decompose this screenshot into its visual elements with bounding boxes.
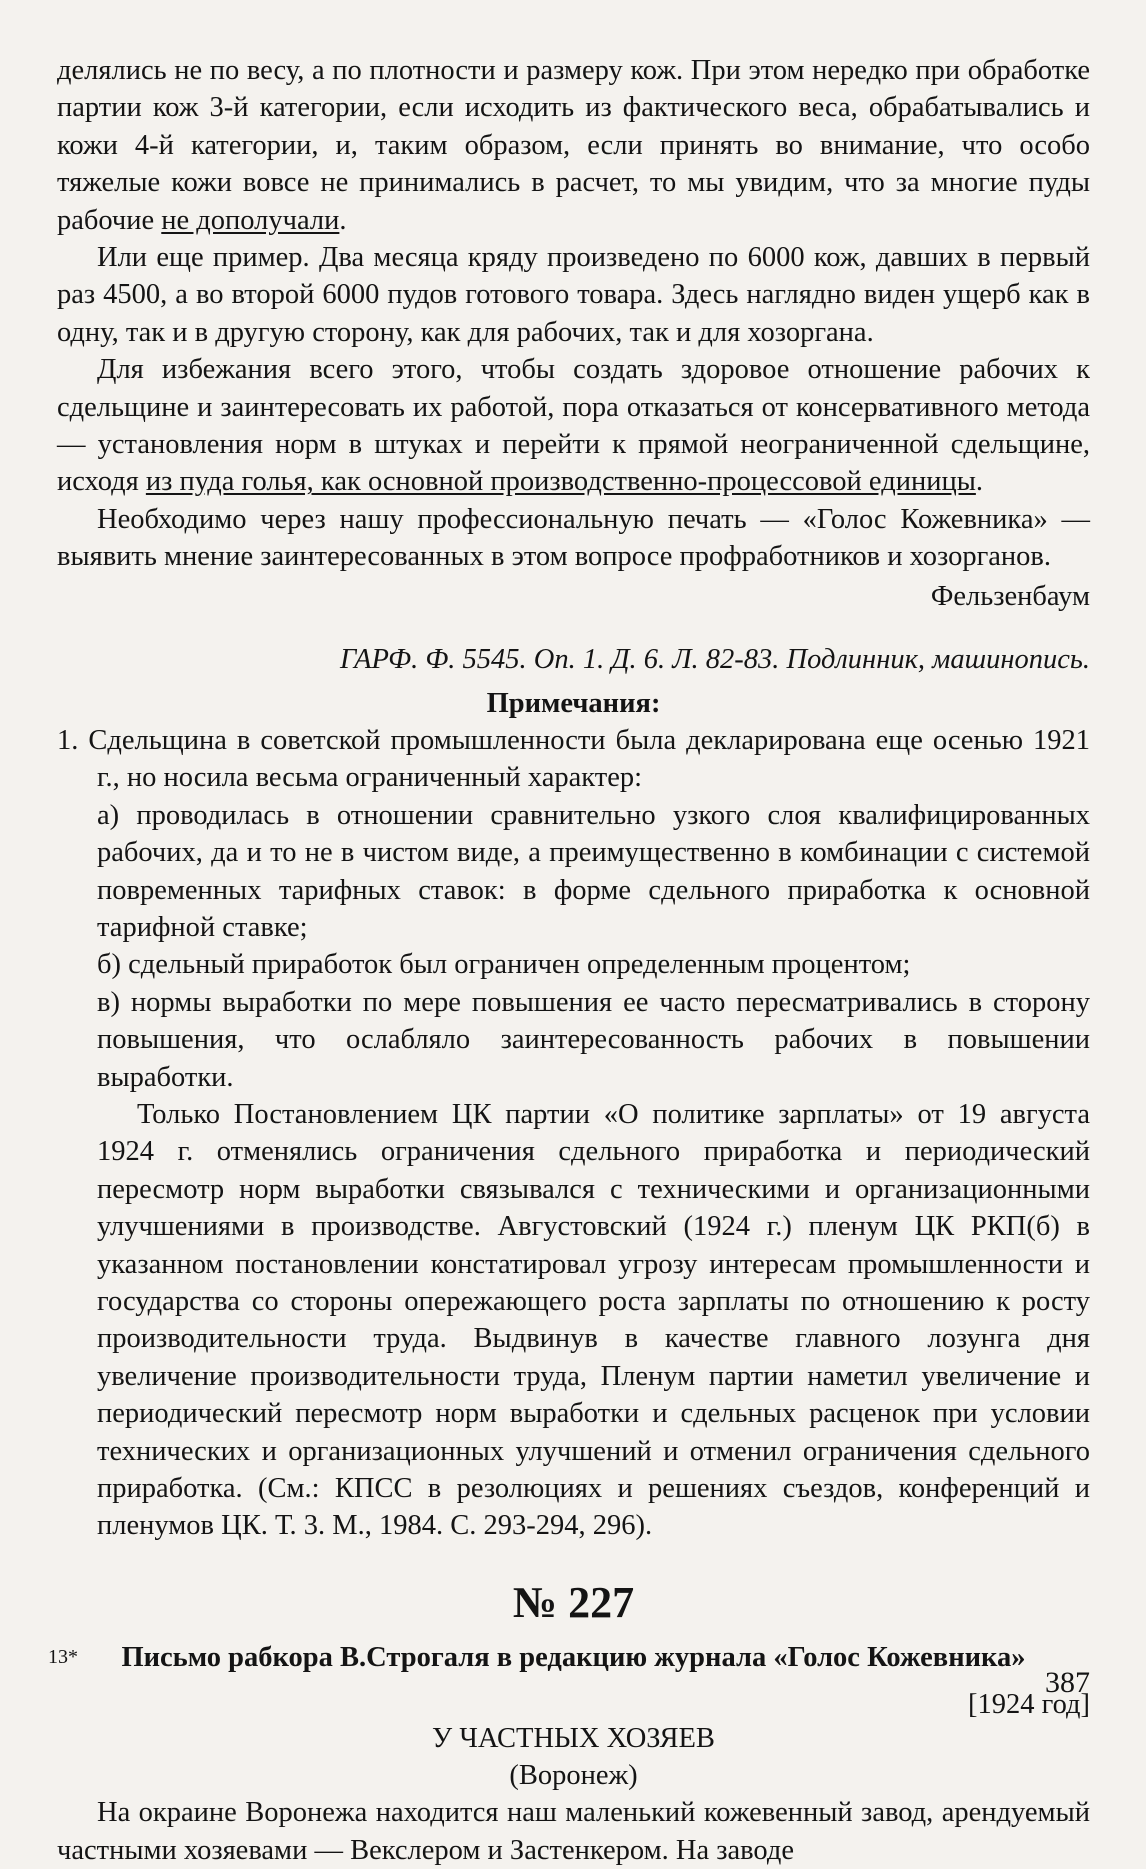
notes-title: Примечания: [486, 687, 661, 719]
archive-reference: ГАРФ. Ф. 5545. Оп. 1. Д. 6. Л. 82-83. Подлинник, машинопись. [340, 644, 1090, 676]
page-number: 387 [1045, 1666, 1090, 1699]
note-1: 1. Сдельщина в советской промышленности была декларирована еще осенью 1921 г., но носила весьма ограниченный характер: [57, 724, 1091, 794]
article-first-paragraph: На окраине Воронежа находится наш маленький кожевенный завод, арендуемый частными хозяевами — Векслером и Застенкером. На заводе [57, 1797, 1090, 1866]
main-text [57, 52, 1090, 1869]
document-title: Письмо рабкора В.Строгаля в редакцию журнала «Голос Кожевника» [121, 1641, 1026, 1673]
document-number: № 227 [512, 1577, 635, 1627]
document-date: [1924 год] [967, 1689, 1090, 1721]
underlined-phrase-1: не дополучали [161, 204, 340, 236]
note-item-c: в) нормы выработки по мере повышения ее часто пересматривались в сторону повышения, что ослабляло заинтересованность рабочих в повышении выработки. [97, 986, 1090, 1093]
note-item-b: б) сдельный приработок был ограничен определенным процентом; [97, 949, 911, 981]
p1-text: делялись не по весу, а по плотности и размеру кож. При этом нередко при обработке партии кож 3-й категории, если исходить из фактического веса, обрабатывались и кожи 4-й категории, и, таким образом, если принять во внимание, что особо тяжелые кожи вовсе не принимались в расчет, то мы увидим, что за многие пуды рабочие [57, 55, 1090, 236]
signature-mark: 13* [48, 1646, 78, 1668]
article-subheading: (Воронеж) [509, 1760, 638, 1792]
underlined-phrase-2: из пуда голья, как основной производственно-процессовой единицы [145, 466, 976, 498]
paragraph-proposal: Для избежания всего этого, чтобы создать здоровое отношение рабочих к сдельщине и заинтересовать их работой, пора отказаться от консервативного метода — установления норм в штуках и перейти к прямой неограниченной сдельщине, исходя из пуда голья, как основной производственно-процессовой единицы. [57, 354, 1090, 498]
paragraph-continuation: делялись не по весу, а по плотности и размеру кож. При этом нередко при обработке партии кож 3-й категории, если исходить из фактического веса, обрабатывались и кожи 4-й категории, и, таким образом, если принять во внимание, что особо тяжелые кожи вовсе не принимались в расчет, то мы увидим, что за многие пуды рабочие не дополучали. [57, 55, 1090, 236]
paragraph-example: Или еще пример. Два месяца кряду произведено по 6000 кож, давших в первый раз 4500, а во второй 6000 пудов готового товара. Здесь наглядно виден ущерб как в одну, так и в другую сторону, как для рабочих, так и для хозоргана. [57, 242, 1090, 348]
note-item-a: а) проводилась в отношении сравнительно узкого слоя квалифицированных рабочих, да и то не в чистом виде, а преимущественно в комбинации с системой повременных тарифных ставок: в форме сдельного приработка к основной тарифной ставке; [97, 799, 1090, 943]
note-paragraph: Только Постановлением ЦК партии «О политике зарплаты» от 19 августа 1924 г. отменялись ограничения сдельного приработка и периодический пересмотр норм выработки связывался с техническими и организационными улучшениями в производстве. Августовский (1924 г.) пленум ЦК РКП(б) в указанном постановлении констатировал угрозу интересам промышленности и государства со стороны опережающего роста зарплаты по отношению к росту производительности труда. Выдвинув в качестве главного лозунга дня увеличение производительности труда, Пленум партии наметил увеличение и периодический пересмотр норм выработки и сдельных расценок при условии технических и организационных улучшений и отменил ограничения сдельного приработка. (См.: КПСС в резолюциях и решениях съездов, конференций и пленумов ЦК. Т. 3. М., 1984. С. 293-294, 296). [97, 1098, 1090, 1542]
signature: Фельзенбаум [930, 580, 1090, 612]
article-heading: У ЧАСТНЫХ ХОЗЯЕВ [432, 1722, 715, 1754]
paragraph-request: Необходимо через нашу профессиональную печать — «Голос Кожевника» — выявить мнение заинтересованных в этом вопросе профработников и хозорганов. [57, 503, 1090, 573]
